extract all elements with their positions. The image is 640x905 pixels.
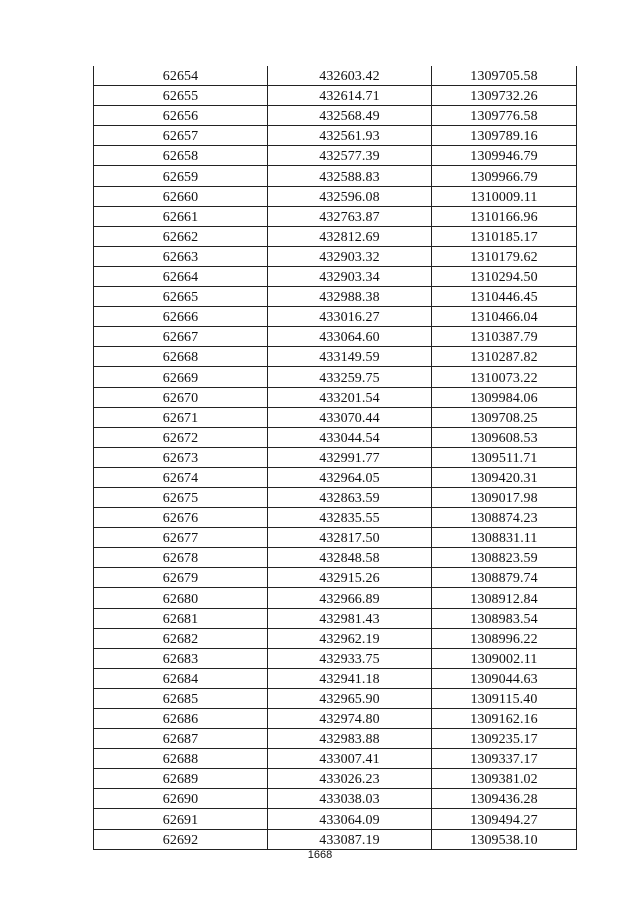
table-row: [94, 628, 577, 648]
table-row: [94, 287, 577, 307]
y-coordinate-cell: 1308823.59: [432, 548, 577, 568]
y-coordinate-cell: 1310466.04: [432, 307, 577, 327]
table-row: [94, 186, 577, 206]
table-row: [94, 327, 577, 347]
y-coordinate-cell: 1309381.02: [432, 769, 577, 789]
table-row: [94, 86, 577, 106]
table-row: [94, 749, 577, 769]
y-coordinate-cell: 1310387.79: [432, 327, 577, 347]
point-id-cell: 62684: [94, 668, 268, 688]
x-coordinate-cell: 433038.03: [268, 789, 432, 809]
y-coordinate-cell: 1309235.17: [432, 729, 577, 749]
table-row: [94, 126, 577, 146]
y-coordinate-cell: 1309732.26: [432, 86, 577, 106]
x-coordinate-cell: 432903.34: [268, 266, 432, 286]
point-id-cell: 62657: [94, 126, 268, 146]
x-coordinate-cell: 432561.93: [268, 126, 432, 146]
table-row: [94, 668, 577, 688]
point-id-cell: 62688: [94, 749, 268, 769]
table-row: [94, 146, 577, 166]
point-id-cell: 62683: [94, 648, 268, 668]
point-id-cell: 62685: [94, 688, 268, 708]
point-id-cell: 62681: [94, 608, 268, 628]
point-id-cell: 62680: [94, 588, 268, 608]
table-row: [94, 487, 577, 507]
coordinates-table-body: [94, 66, 577, 849]
page-number: 1668: [307, 849, 333, 861]
x-coordinate-cell: 432577.39: [268, 146, 432, 166]
x-coordinate-cell: 432614.71: [268, 86, 432, 106]
point-id-cell: 62691: [94, 809, 268, 829]
point-id-cell: 62665: [94, 287, 268, 307]
x-coordinate-cell: 432848.58: [268, 548, 432, 568]
point-id-cell: 62690: [94, 789, 268, 809]
table-row: [94, 548, 577, 568]
table-row: [94, 206, 577, 226]
point-id-cell: 62687: [94, 729, 268, 749]
x-coordinate-cell: 432962.19: [268, 628, 432, 648]
table-row: [94, 447, 577, 467]
x-coordinate-cell: 432903.32: [268, 246, 432, 266]
point-id-cell: 62654: [94, 66, 268, 86]
x-coordinate-cell: 432941.18: [268, 668, 432, 688]
y-coordinate-cell: 1309946.79: [432, 146, 577, 166]
x-coordinate-cell: 433070.44: [268, 407, 432, 427]
x-coordinate-cell: 433016.27: [268, 307, 432, 327]
table-row: [94, 528, 577, 548]
x-coordinate-cell: 432991.77: [268, 447, 432, 467]
x-coordinate-cell: 432981.43: [268, 608, 432, 628]
table-row: [94, 467, 577, 487]
point-id-cell: 62658: [94, 146, 268, 166]
point-id-cell: 62659: [94, 166, 268, 186]
x-coordinate-cell: 432568.49: [268, 106, 432, 126]
table-row: [94, 166, 577, 186]
table-row: [94, 608, 577, 628]
table-row: [94, 367, 577, 387]
y-coordinate-cell: 1309708.25: [432, 407, 577, 427]
point-id-cell: 62675: [94, 487, 268, 507]
y-coordinate-cell: 1309337.17: [432, 749, 577, 769]
y-coordinate-cell: 1309538.10: [432, 829, 577, 849]
table-row: [94, 508, 577, 528]
y-coordinate-cell: 1308874.23: [432, 508, 577, 528]
table-row: [94, 66, 577, 86]
y-coordinate-cell: 1308912.84: [432, 588, 577, 608]
table-row: [94, 809, 577, 829]
x-coordinate-cell: 432763.87: [268, 206, 432, 226]
x-coordinate-cell: 433201.54: [268, 387, 432, 407]
point-id-cell: 62676: [94, 508, 268, 528]
point-id-cell: 62679: [94, 568, 268, 588]
x-coordinate-cell: 433044.54: [268, 427, 432, 447]
point-id-cell: 62656: [94, 106, 268, 126]
y-coordinate-cell: 1310166.96: [432, 206, 577, 226]
y-coordinate-cell: 1308879.74: [432, 568, 577, 588]
point-id-cell: 62661: [94, 206, 268, 226]
table-row: [94, 688, 577, 708]
point-id-cell: 62663: [94, 246, 268, 266]
table-row: [94, 307, 577, 327]
table-row: [94, 266, 577, 286]
point-id-cell: 62655: [94, 86, 268, 106]
point-id-cell: 62689: [94, 769, 268, 789]
y-coordinate-cell: 1310294.50: [432, 266, 577, 286]
table-row: [94, 226, 577, 246]
x-coordinate-cell: 432603.42: [268, 66, 432, 86]
point-id-cell: 62692: [94, 829, 268, 849]
coordinates-table: [93, 66, 577, 850]
x-coordinate-cell: 433007.41: [268, 749, 432, 769]
point-id-cell: 62674: [94, 467, 268, 487]
point-id-cell: 62677: [94, 528, 268, 548]
point-id-cell: 62660: [94, 186, 268, 206]
table-row: [94, 387, 577, 407]
x-coordinate-cell: 433026.23: [268, 769, 432, 789]
y-coordinate-cell: 1309115.40: [432, 688, 577, 708]
x-coordinate-cell: 432983.88: [268, 729, 432, 749]
table-row: [94, 407, 577, 427]
y-coordinate-cell: 1309966.79: [432, 166, 577, 186]
y-coordinate-cell: 1309705.58: [432, 66, 577, 86]
table-row: [94, 789, 577, 809]
table-row: [94, 588, 577, 608]
x-coordinate-cell: 432915.26: [268, 568, 432, 588]
x-coordinate-cell: 432596.08: [268, 186, 432, 206]
point-id-cell: 62672: [94, 427, 268, 447]
point-id-cell: 62668: [94, 347, 268, 367]
y-coordinate-cell: 1308831.11: [432, 528, 577, 548]
point-id-cell: 62662: [94, 226, 268, 246]
y-coordinate-cell: 1310179.62: [432, 246, 577, 266]
y-coordinate-cell: 1310009.11: [432, 186, 577, 206]
table-row: [94, 769, 577, 789]
x-coordinate-cell: 432974.80: [268, 709, 432, 729]
table-row: [94, 568, 577, 588]
y-coordinate-cell: 1309776.58: [432, 106, 577, 126]
y-coordinate-cell: 1308996.22: [432, 628, 577, 648]
y-coordinate-cell: 1310287.82: [432, 347, 577, 367]
x-coordinate-cell: 433149.59: [268, 347, 432, 367]
y-coordinate-cell: 1309002.11: [432, 648, 577, 668]
table-row: [94, 709, 577, 729]
point-id-cell: 62678: [94, 548, 268, 568]
table-row: [94, 427, 577, 447]
table-row: [94, 106, 577, 126]
table-row: [94, 347, 577, 367]
table-row: [94, 246, 577, 266]
x-coordinate-cell: 432933.75: [268, 648, 432, 668]
x-coordinate-cell: 432817.50: [268, 528, 432, 548]
y-coordinate-cell: 1310446.45: [432, 287, 577, 307]
point-id-cell: 62667: [94, 327, 268, 347]
point-id-cell: 62671: [94, 407, 268, 427]
point-id-cell: 62686: [94, 709, 268, 729]
table-row: [94, 648, 577, 668]
x-coordinate-cell: 432965.90: [268, 688, 432, 708]
y-coordinate-cell: 1309789.16: [432, 126, 577, 146]
y-coordinate-cell: 1309984.06: [432, 387, 577, 407]
y-coordinate-cell: 1309511.71: [432, 447, 577, 467]
y-coordinate-cell: 1309017.98: [432, 487, 577, 507]
y-coordinate-cell: 1309608.53: [432, 427, 577, 447]
point-id-cell: 62682: [94, 628, 268, 648]
y-coordinate-cell: 1308983.54: [432, 608, 577, 628]
x-coordinate-cell: 432812.69: [268, 226, 432, 246]
point-id-cell: 62664: [94, 266, 268, 286]
point-id-cell: 62670: [94, 387, 268, 407]
point-id-cell: 62666: [94, 307, 268, 327]
x-coordinate-cell: 432588.83: [268, 166, 432, 186]
point-id-cell: 62673: [94, 447, 268, 467]
y-coordinate-cell: 1309494.27: [432, 809, 577, 829]
table-row: [94, 729, 577, 749]
x-coordinate-cell: 432966.89: [268, 588, 432, 608]
y-coordinate-cell: 1309436.28: [432, 789, 577, 809]
y-coordinate-cell: 1310185.17: [432, 226, 577, 246]
y-coordinate-cell: 1309044.63: [432, 668, 577, 688]
point-id-cell: 62669: [94, 367, 268, 387]
x-coordinate-cell: 433259.75: [268, 367, 432, 387]
x-coordinate-cell: 432964.05: [268, 467, 432, 487]
x-coordinate-cell: 433064.60: [268, 327, 432, 347]
y-coordinate-cell: 1309162.16: [432, 709, 577, 729]
x-coordinate-cell: 433064.09: [268, 809, 432, 829]
table-row: [94, 829, 577, 849]
x-coordinate-cell: 432835.55: [268, 508, 432, 528]
x-coordinate-cell: 433087.19: [268, 829, 432, 849]
x-coordinate-cell: 432988.38: [268, 287, 432, 307]
x-coordinate-cell: 432863.59: [268, 487, 432, 507]
y-coordinate-cell: 1310073.22: [432, 367, 577, 387]
y-coordinate-cell: 1309420.31: [432, 467, 577, 487]
